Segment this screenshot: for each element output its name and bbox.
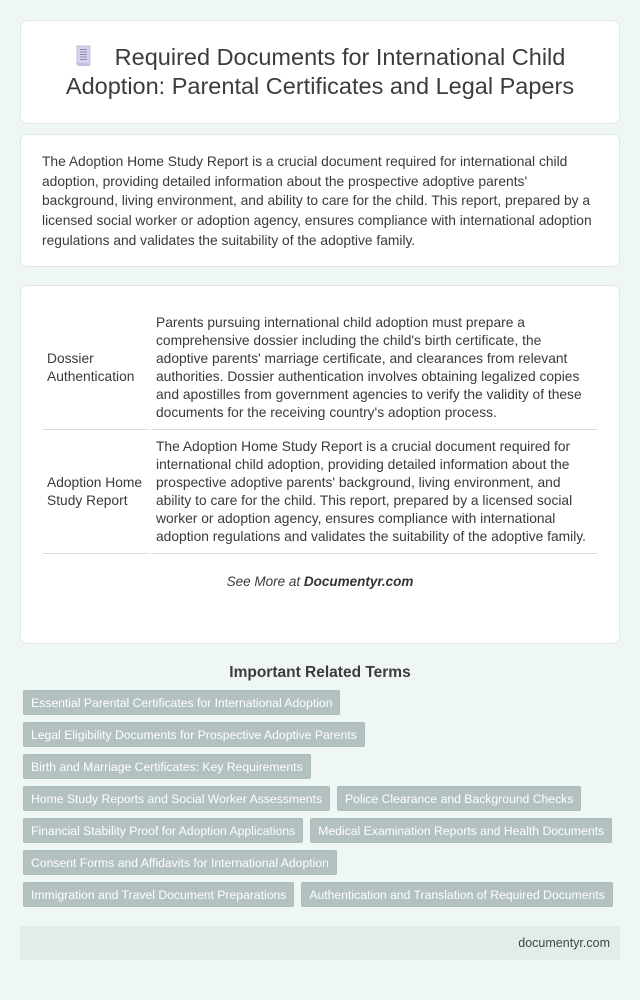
related-term-tag[interactable]: Birth and Marriage Certificates: Key Requirements bbox=[23, 754, 311, 779]
related-term-tag[interactable]: Legal Eligibility Documents for Prospective Adoptive Parents bbox=[23, 722, 365, 747]
documents-table-card bbox=[20, 285, 620, 644]
see-more-link[interactable] bbox=[41, 574, 599, 589]
description-cell: The Adoption Home Study Report is a crucial document required for international child adoption, providing detailed information about the prospective adoptive parents' background, living environment, and ability to care for the child. This report, prepared by a licensed social worker or adoption agency, ensures compliance with international adoption regulations and validates the suitability of the adoptive family. bbox=[151, 430, 597, 554]
related-term-tag[interactable]: Financial Stability Proof for Adoption Applications bbox=[23, 818, 303, 843]
footer-site-link[interactable]: documentyr.com bbox=[518, 936, 610, 950]
related-term-tag[interactable]: Medical Examination Reports and Health Documents bbox=[310, 818, 612, 843]
related-term-tag[interactable]: Immigration and Travel Document Preparations bbox=[23, 882, 294, 907]
table-row bbox=[43, 306, 597, 430]
see-more-prefix: See More at bbox=[226, 574, 301, 589]
page-title bbox=[51, 43, 589, 101]
related-term-tag[interactable]: Essential Parental Certificates for International Adoption bbox=[23, 690, 340, 715]
related-term-tag[interactable]: Consent Forms and Affidavits for International Adoption bbox=[23, 850, 337, 875]
description-cell: Parents pursuing international child adoption must prepare a comprehensive dossier including the child's birth certificate, the adoptive parents' marriage certificate, and clearances from relevant authorities. Dossier authentication involves obtaining legalized copies and apostilles from government agencies to verify the validity of these documents for the receiving country's adoption process. bbox=[151, 306, 597, 430]
document-scroll-icon bbox=[75, 45, 93, 67]
term-cell: Adoption Home Study Report bbox=[43, 430, 149, 554]
see-more-site[interactable]: Documentyr.com bbox=[303, 574, 414, 589]
table-row bbox=[43, 430, 597, 554]
title-card bbox=[20, 20, 620, 124]
footer bbox=[20, 926, 620, 960]
related-terms-heading: Important Related Terms bbox=[229, 664, 411, 681]
related-term-tag[interactable]: Home Study Reports and Social Worker Assessments bbox=[23, 786, 330, 811]
page-title-text: Required Documents for International Child Adoption: Parental Certificates and Legal Papers bbox=[65, 44, 575, 99]
related-terms-list bbox=[20, 690, 620, 914]
intro-card bbox=[20, 134, 620, 267]
related-term-tag[interactable]: Police Clearance and Background Checks bbox=[337, 786, 581, 811]
intro-text: The Adoption Home Study Report is a crucial document required for international child adoption, providing detailed information about the prospective adoptive parents' background, living environment, and ability to care for the child. This report, prepared by a licensed social worker or adoption agency, ensures compliance with international adoption regulations and validates the suitability of the adoptive family. bbox=[42, 154, 592, 248]
related-term-tag[interactable]: Authentication and Translation of Required Documents bbox=[301, 882, 612, 907]
documents-table bbox=[41, 306, 599, 554]
term-cell: Dossier Authentication bbox=[43, 306, 149, 430]
